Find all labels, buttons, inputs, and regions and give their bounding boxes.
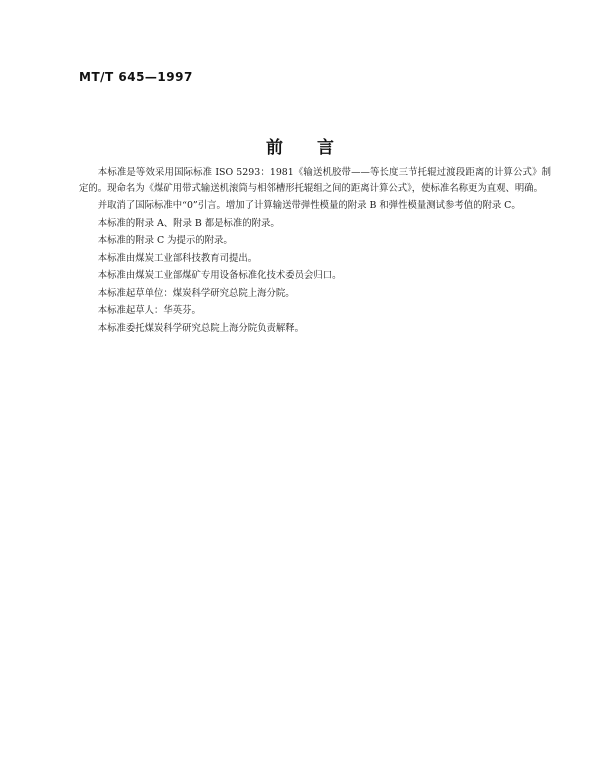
paragraph-proposed-by: 本标准由煤炭工业部科技教育司提出。	[97, 252, 258, 264]
paragraph-appendix-changes: 并取消了国际标准中“0”引言。增加了计算输送带弹性模量的附录 B 和弹性模量测试参考值的附录 C。	[97, 200, 521, 211]
paragraph-appendix-ab: 本标准的附录 A、附录 B 都是标准的附录。	[97, 217, 280, 229]
paragraph-drafter: 本标准起草人：华英芬。	[97, 305, 201, 316]
title-char-1: 前	[266, 138, 283, 158]
paragraph-intro: 本标准是等效采用国际标准 ISO 5293：1981《输送机胶带——等长度三节托辊过渡段距离的计算公式》制定的。现命名为《煤矿用带式输送机滚筒与相邻槽形托辊组之间的距离计算公式》，使标准名称更为直观、明确。	[79, 167, 551, 194]
paragraph-drafting-unit: 本标准起草单位：煤炭科学研究总院上海分院。	[97, 287, 295, 299]
title-char-2: 言	[317, 138, 334, 158]
foreword-body	[79, 165, 551, 336]
page-title	[0, 133, 600, 158]
paragraph-administered-by: 本标准由煤炭工业部煤矿专用设备标准化技术委员会归口。	[97, 270, 342, 281]
standard-code: MT/T 645—1997	[79, 70, 193, 84]
paragraph-appendix-c: 本标准的附录 C 为提示的附录。	[97, 235, 233, 246]
paragraph-interpretation: 本标准委托煤炭科学研究总院上海分院负责解释。	[97, 322, 305, 334]
